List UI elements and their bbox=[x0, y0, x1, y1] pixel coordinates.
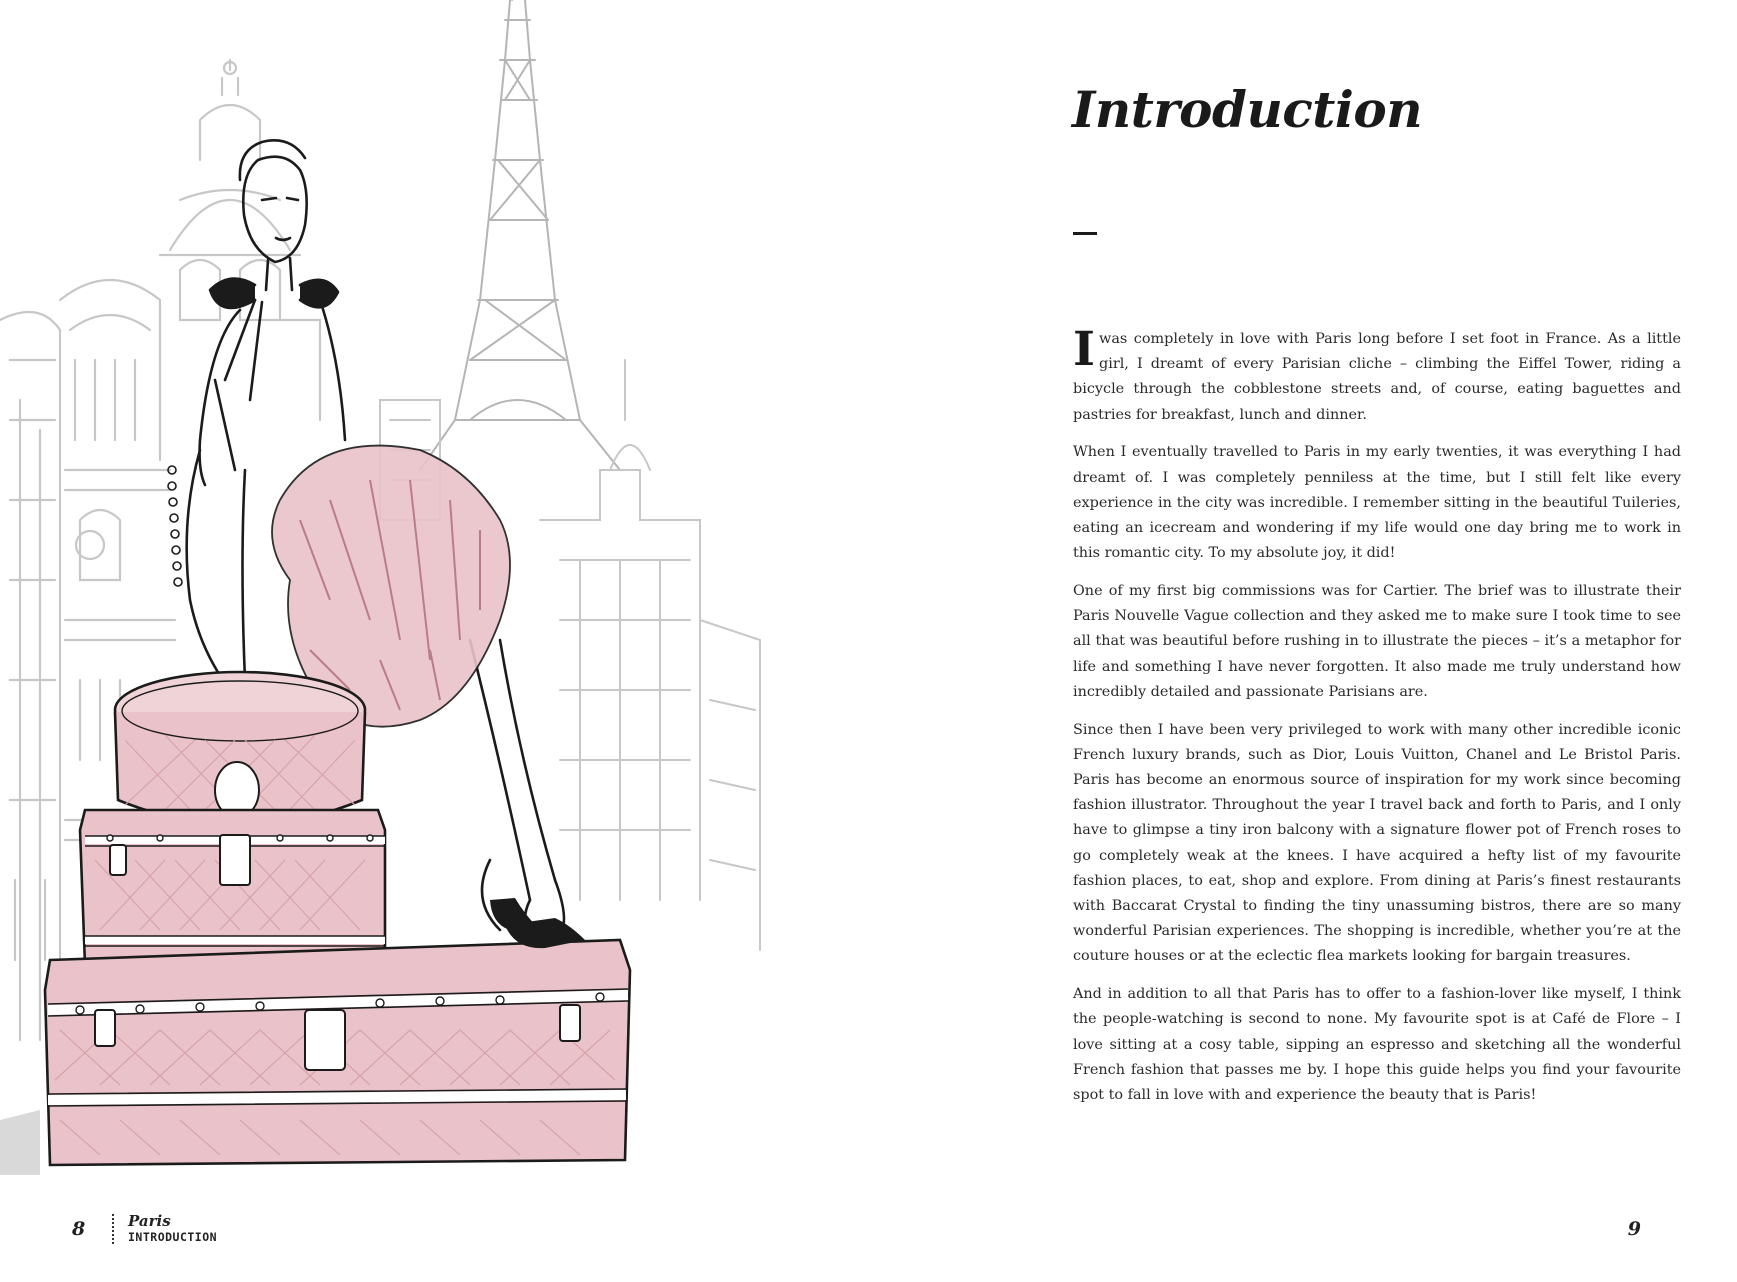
paragraph-2: When I eventually travelled to Paris in my early twenties, it was everything I had dreamt of. I was completely penniless at the time, but I still felt like every experience in the city was incredible. I remember sitting in the beautiful Tuileries, eating an icecream and wondering if my life would one day bring me to work in this romantic city. To my absolute joy, it did! bbox=[1073, 444, 1681, 562]
paragraph-1-text: was completely in love with Paris long before I set foot in France. As a little girl, I dreamt of every Parisian cliche – climbing the Eiffel Tower, riding a bicycle through the cobblestone streets and, of course, eating baguettes and pastries for breakfast, lunch and dinner. bbox=[1073, 331, 1681, 423]
paragraph-3: One of my first big commissions was for Cartier. The brief was to illustrate their Paris Nouvelle Vague collection and they asked me to make sure I took time to see all that was beautiful before rushing in to illustrate the pieces – it’s a metaphor for life and something I have never forgotten. It also made me truly understand how incredibly detailed and passionate Parisians are. bbox=[1073, 583, 1681, 700]
drop-cap: I bbox=[1073, 322, 1095, 377]
chapter-title: Introduction bbox=[1072, 80, 1423, 139]
paragraph-5: And in addition to all that Paris has to offer to a fashion-lover like myself, I think the people-watching is second to none. My favourite spot is at Café de Flore – I love sitting at a cosy table, sipping an espresso and sketching all the wonderful French fashion that passes me by. I hope this guide helps you find your favourite spot to fall in love with and experience the beauty that is Paris! bbox=[1073, 986, 1681, 1104]
paragraph-4: Since then I have been very privileged to work with many other incredible iconic French luxury brands, such as Dior, Louis Vuitton, Chanel and Le Bristol Paris. Paris has become an enormous source of inspiration for my work since becoming fashion illustrator. Throughout the year I travel back and forth to Paris, and I only have to glimpse a tiny iron balcony with a signature flower pot of French roses to go completely weak at the knees. I have acquired a hefty list of my favourite fashion places, to eat, shop and explore. From dining at Paris’s finest restaurants with Baccarat Crystal to finding the tiny unassuming bistros, there are so many wonderful Parisian experiences. The shopping is incredible, whether you’re at the couture houses or at the eclectic flea markets looking for bargain treasures. bbox=[1073, 721, 1681, 965]
title-dash bbox=[1073, 232, 1097, 235]
right-page bbox=[868, 0, 1737, 1282]
running-head-title: Paris bbox=[128, 1212, 171, 1230]
page-number-right: 9 bbox=[1627, 1218, 1641, 1240]
running-head-rule bbox=[112, 1214, 114, 1244]
fashion-illustration-icon bbox=[0, 0, 780, 1200]
body-text bbox=[1073, 322, 1681, 1121]
paragraph-1 bbox=[1073, 322, 1681, 428]
left-page bbox=[0, 0, 868, 1282]
page-number-left: 8 bbox=[72, 1218, 86, 1240]
running-head-section: INTRODUCTION bbox=[128, 1230, 218, 1244]
